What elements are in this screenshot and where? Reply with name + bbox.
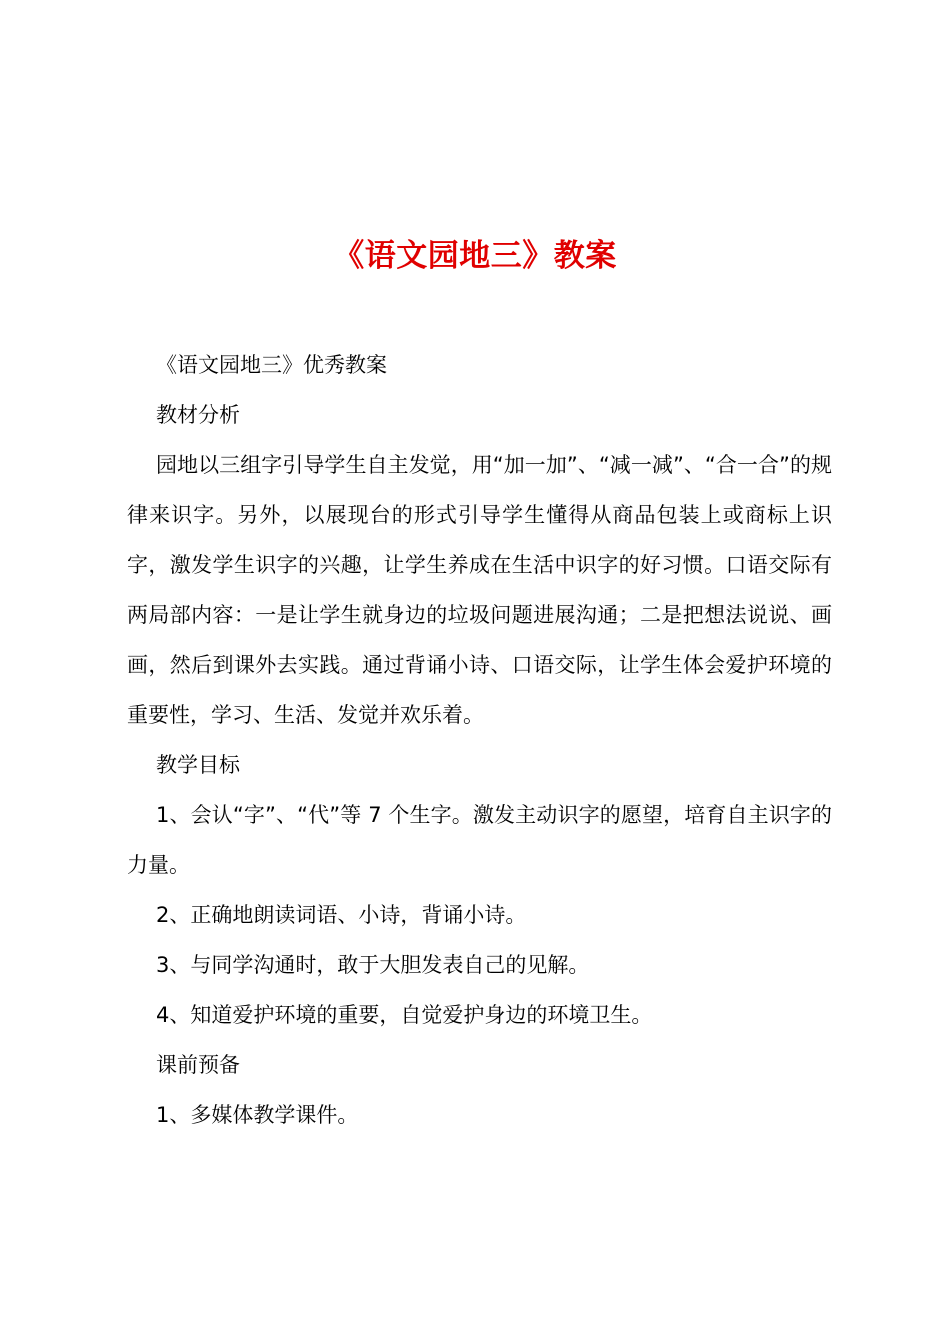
preparation-item: 1、多媒体教学课件。: [156, 1103, 359, 1127]
section-heading-analysis: 教材分析: [156, 403, 240, 427]
subtitle: 《语文园地三》优秀教案: [156, 353, 387, 377]
goal-item: 3、与同学沟通时，敢于大胆发表自己的见解。: [156, 953, 590, 977]
goal-item: 1、会认“字”、“代”等 7 个生字。激发主动识字的愿望，培育自主识字的力量。: [127, 803, 832, 877]
goal-item: 4、知道爱护环境的重要，自觉爱护身边的环境卫生。: [156, 1003, 653, 1027]
section-heading-goals: 教学目标: [156, 753, 240, 777]
analysis-paragraph: 园地以三组字引导学生自主发觉，用“加一加”、“减一减”、“合一合”的规律来识字。另外，以展现台的形式引导学生懂得从商品包装上或商标上识字，激发学生识字的兴趣，让学生养成在生活中识字的好习惯。口语交际有两局部内容：一是让学生就身边的垃圾问题进展沟通；二是把想法说说、画画，然后到课外去实践。通过背诵小诗、口语交际，让学生体会爱护环境的重要性，学习、生活、发觉并欢乐着。: [127, 453, 832, 727]
goal-item: 2、正确地朗读词语、小诗，背诵小诗。: [156, 903, 527, 927]
document-body: [127, 340, 832, 1140]
document-title: 《语文园地三》教案: [333, 237, 617, 274]
section-heading-preparation: 课前预备: [156, 1053, 240, 1077]
